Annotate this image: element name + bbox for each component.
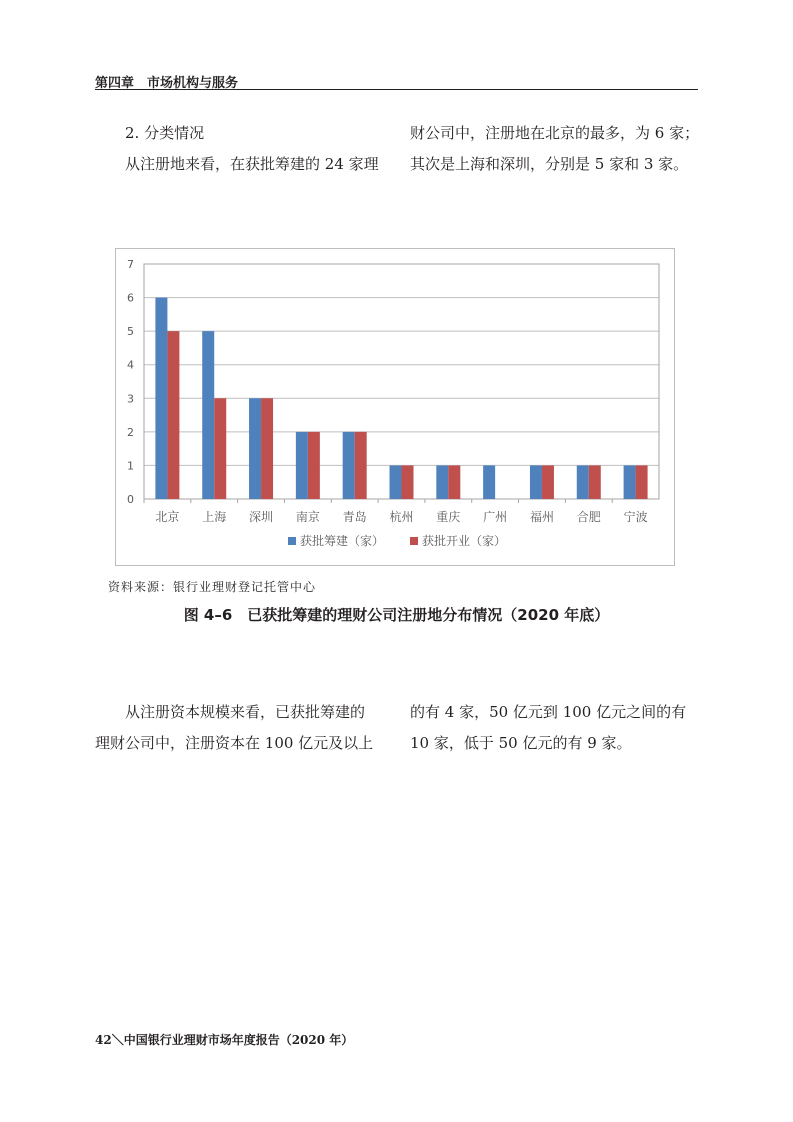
x-tick-label: 深圳 <box>249 510 274 524</box>
y-tick-label: 1 <box>127 459 134 473</box>
bar <box>167 331 179 499</box>
bar-chart <box>115 248 675 566</box>
bar <box>308 432 320 499</box>
bar <box>448 465 460 499</box>
bar <box>577 465 589 499</box>
paragraph-line: 财公司中，注册地在北京的最多，为 6 家； <box>410 124 700 142</box>
section1-right-column <box>410 118 700 180</box>
legend-swatch <box>410 537 418 545</box>
bar <box>436 465 448 499</box>
bar <box>624 465 636 499</box>
page-footer: 42＼中国银行业理财市场年度报告（2020 年） <box>95 1033 354 1047</box>
figure-caption: 图 4–6 已获批筹建的理财公司注册地分布情况（2020 年底） <box>183 606 610 624</box>
x-tick-label: 福州 <box>529 510 554 524</box>
bar <box>483 465 495 499</box>
running-head: 第四章 市场机构与服务 <box>95 76 239 91</box>
bar <box>542 465 554 499</box>
y-tick-label: 3 <box>127 392 134 406</box>
bar <box>214 398 226 499</box>
section2-left-column <box>95 697 395 759</box>
y-tick-label: 2 <box>127 425 134 439</box>
bar <box>261 398 273 499</box>
bar <box>390 465 402 499</box>
bar <box>355 432 367 499</box>
bar <box>636 465 648 499</box>
paragraph-line: 的有 4 家，50 亿元到 100 亿元之间的有 <box>410 703 687 721</box>
x-tick-label: 合肥 <box>576 510 601 524</box>
figure-source: 资料来源：银行业理财登记托管中心 <box>108 580 317 594</box>
header-rule <box>95 89 698 90</box>
paragraph-line: 从注册地来看，在获批筹建的 24 家理 <box>125 155 379 173</box>
paragraph-line: 其次是上海和深圳，分别是 5 家和 3 家。 <box>410 155 689 173</box>
y-tick-label: 5 <box>127 325 134 339</box>
bar <box>343 432 355 499</box>
legend-label: 获批开业（家） <box>422 534 507 548</box>
bar <box>589 465 601 499</box>
x-tick-label: 青岛 <box>342 510 367 524</box>
y-tick-label: 7 <box>127 258 134 271</box>
section2-right-column <box>410 697 700 759</box>
bar <box>202 331 214 499</box>
legend-label: 获批筹建（家） <box>300 534 385 548</box>
bar <box>530 465 542 499</box>
bar <box>155 298 167 499</box>
bar <box>249 398 261 499</box>
bar <box>402 465 414 499</box>
x-tick-label: 杭州 <box>389 510 414 524</box>
x-tick-label: 重庆 <box>436 510 461 524</box>
legend-swatch <box>288 537 296 545</box>
paragraph-line: 10 家，低于 50 亿元的有 9 家。 <box>410 734 632 752</box>
section1-left-column <box>125 118 395 180</box>
y-tick-label: 4 <box>127 358 134 372</box>
x-tick-label: 宁波 <box>623 510 648 524</box>
x-tick-label: 南京 <box>295 510 320 524</box>
section-heading: 2. 分类情况 <box>125 124 205 142</box>
paragraph-line: 理财公司中，注册资本在 100 亿元及以上 <box>95 734 374 752</box>
paragraph-line: 从注册资本规模来看，已获批筹建的 <box>125 703 366 721</box>
x-tick-label: 北京 <box>155 510 180 524</box>
y-tick-label: 6 <box>127 291 134 305</box>
x-tick-label: 广州 <box>483 510 508 524</box>
x-tick-label: 上海 <box>202 510 227 524</box>
bar <box>296 432 308 499</box>
chart-canvas <box>116 249 674 565</box>
y-tick-label: 0 <box>127 493 134 506</box>
